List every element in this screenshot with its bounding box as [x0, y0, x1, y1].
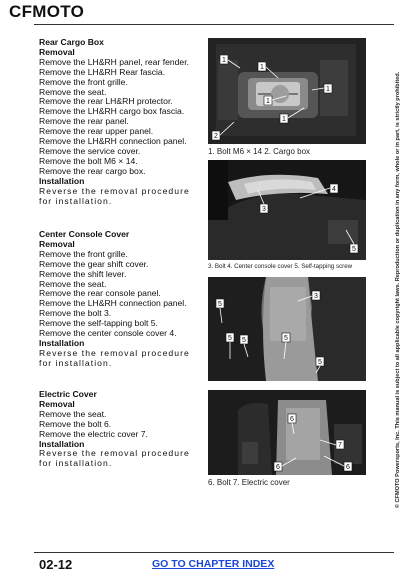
callout-label: 1 [260, 64, 264, 71]
footer-divider [34, 552, 394, 553]
callout-label: 1 [282, 116, 286, 123]
section-rear-cargo-box [39, 38, 201, 206]
step: Remove the electric cover 7. [39, 428, 148, 439]
step: Remove the bolt M6 × 14. [39, 155, 138, 166]
installation-heading: Installation [39, 438, 85, 449]
step: Remove the front grille. [39, 248, 128, 259]
step: Remove the rear console panel. [39, 288, 161, 299]
figure-caption: 6. Bolt 7. Electric cover [208, 478, 290, 487]
removal-heading: Removal [39, 46, 75, 57]
step: Remove the rear panel. [39, 116, 129, 127]
step: Remove the front grille. [39, 76, 128, 87]
installation-heading: Installation [39, 175, 85, 186]
callout-label: 3 [314, 293, 318, 300]
section-title: Rear Cargo Box [39, 37, 104, 47]
step: Remove the self-tapping bolt 5. [39, 318, 158, 329]
figure-caption: 1. Bolt M6 × 14 2. Cargo box [208, 147, 311, 156]
step: Remove the rear LH&RH protector. [39, 96, 173, 107]
step: Remove the seat. [39, 86, 107, 97]
step: Remove the center console cover 4. [39, 328, 177, 339]
copyright-text: © CFMOTO Powersports, Inc. This manual is subject to all applicable copyright laws. Reproduction or duplication in any form, whole or in part, is strictly prohibited. [395, 71, 401, 509]
installation-text: Reverse the removal procedure for installation. [39, 448, 190, 469]
installation-text: Reverse the removal procedure for installation. [39, 185, 190, 206]
callout-label: 1 [222, 57, 226, 64]
step: Remove the LH&RH cargo box fascia. [39, 106, 185, 117]
callout-label: 5 [218, 301, 222, 308]
callout-label: 6 [346, 464, 350, 471]
step: Remove the seat. [39, 278, 107, 289]
header-divider [34, 24, 394, 25]
photo-electric-cover [208, 390, 366, 475]
installation-heading: Installation [39, 337, 85, 348]
callout-label: 3 [262, 206, 266, 213]
step: Remove the shift lever. [39, 268, 127, 279]
callout-label: 2 [214, 133, 218, 140]
callout-label: 5 [318, 359, 322, 366]
step: Remove the gear shift cover. [39, 258, 149, 269]
section-center-console-cover [39, 230, 201, 369]
callout-label: 6 [290, 416, 294, 423]
step: Remove the bolt 3. [39, 308, 112, 319]
callout-label: 5 [284, 335, 288, 342]
brand-title: CFMOTO [9, 2, 85, 21]
callout-label: 5 [242, 337, 246, 344]
step: Remove the rear upper panel. [39, 126, 154, 137]
step: Remove the service cover. [39, 145, 141, 156]
section-electric-cover [39, 390, 201, 469]
photo-center-console [208, 160, 366, 260]
figure-caption: 3. Bolt 4. Center console cover 5. Self-tapping screw [208, 263, 353, 270]
callout-label: 1 [326, 86, 330, 93]
step: Remove the LH&RH connection panel. [39, 298, 187, 309]
section-title: Center Console Cover [39, 229, 130, 239]
page-number: 02-12 [39, 557, 73, 572]
step: Remove the bolt 6. [39, 418, 112, 429]
callout-label: 6 [276, 464, 280, 471]
step: Remove the seat. [39, 408, 107, 419]
photo-rear-cargo-box [208, 38, 366, 144]
callout-label: 7 [338, 442, 342, 449]
callout-label: 4 [332, 186, 336, 193]
callout-label: 1 [266, 98, 270, 105]
step: Remove the rear cargo box. [39, 165, 146, 176]
chapter-index-link[interactable]: GO TO CHAPTER INDEX [152, 558, 275, 570]
step: Remove the LH&RH connection panel. [39, 136, 187, 147]
photo-console-underside [208, 277, 366, 381]
step: Remove the LH&RH Rear fascia. [39, 66, 166, 77]
section-title: Electric Cover [39, 389, 97, 399]
callout-label: 5 [228, 335, 232, 342]
step: Remove the LH&RH panel, rear fender. [39, 56, 189, 67]
copyright-notice [390, 60, 406, 520]
installation-text: Reverse the removal procedure for installation. [39, 347, 190, 368]
removal-heading: Removal [39, 238, 75, 249]
callout-label: 5 [352, 246, 356, 253]
removal-heading: Removal [39, 398, 75, 409]
